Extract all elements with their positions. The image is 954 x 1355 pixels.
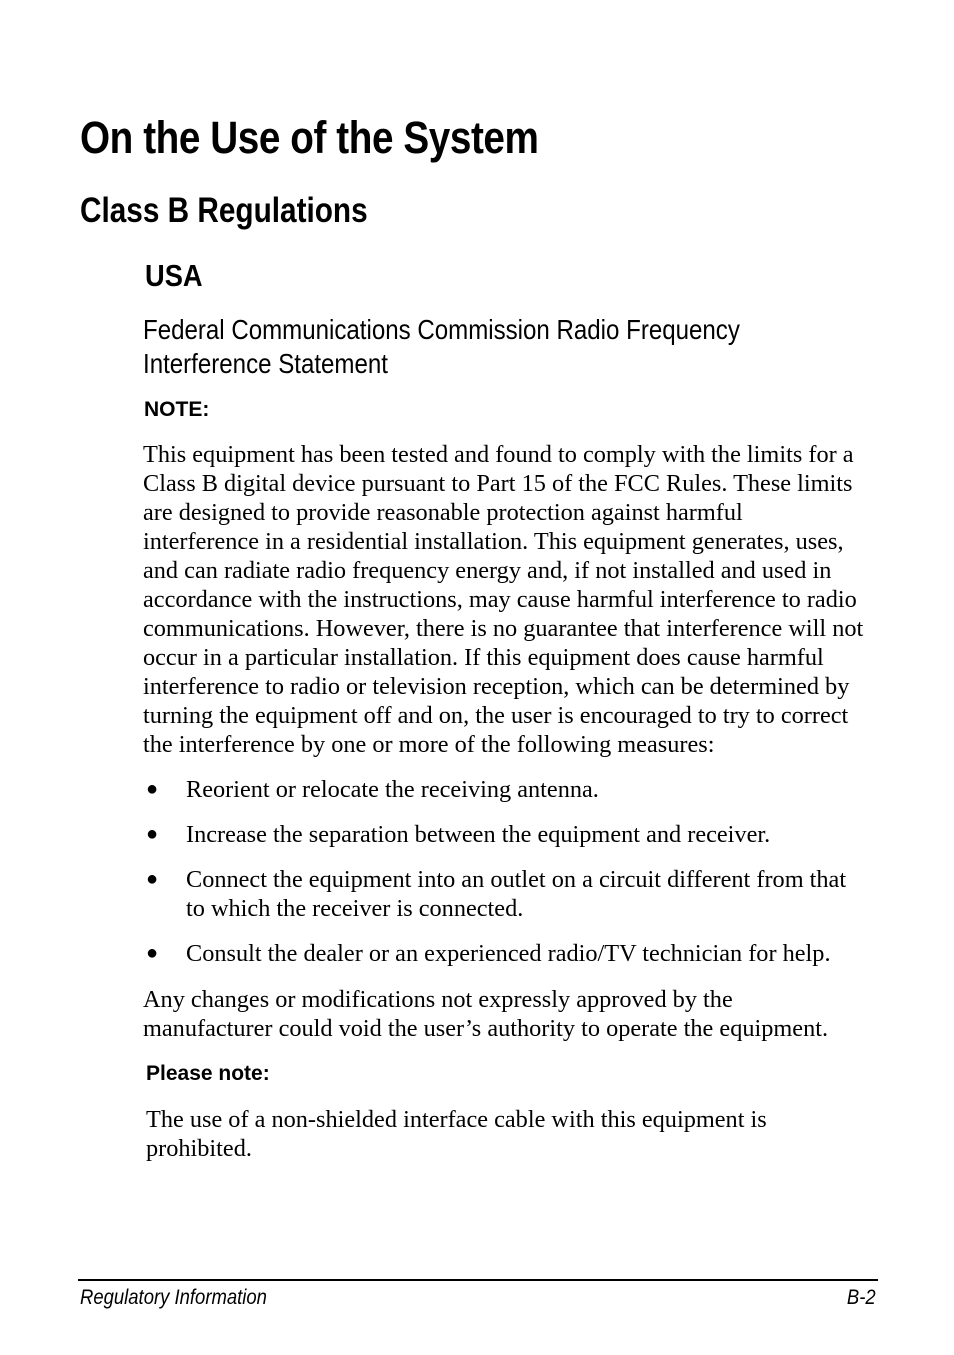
cable-paragraph — [146, 1105, 886, 1163]
paragraph-line: interference to radio or television reception, which can be determined by — [143, 673, 850, 700]
list-item — [143, 939, 883, 968]
bullet-icon: ● — [146, 778, 159, 800]
paragraph-line: prohibited. — [146, 1135, 252, 1162]
section-heading: Class B Regulations — [80, 191, 368, 230]
bullet-icon: ● — [146, 823, 159, 845]
paragraph-line: accordance with the instructions, may cause harmful interference to radio — [143, 586, 857, 613]
list-item-line: to which the receiver is connected. — [186, 895, 524, 922]
list-item-text — [186, 939, 883, 968]
list-item-text — [186, 775, 883, 804]
paragraph-line: The use of a non-shielded interface cable with this equipment is — [146, 1106, 767, 1133]
measures-list — [143, 775, 883, 984]
bullet-icon: ● — [146, 942, 159, 964]
please-note-label: Please note: — [146, 1062, 270, 1085]
paragraph-line: and can radiate radio frequency energy and, if not installed and used in — [143, 557, 832, 584]
list-item-line: Consult the dealer or an experienced radio/TV technician for help. — [186, 940, 831, 967]
paragraph-line: communications. However, there is no guarantee that interference will not — [143, 615, 864, 642]
page-number: B-2 — [847, 1286, 876, 1309]
paragraph-line: Any changes or modifications not expressly approved by the — [143, 986, 733, 1013]
paragraph-line: the interference by one or more of the following measures: — [143, 731, 715, 758]
paragraph-line: occur in a particular installation. If this equipment does cause harmful — [143, 644, 824, 671]
region-heading: USA — [145, 258, 203, 293]
paragraph-line: manufacturer could void the user’s authority to operate the equipment. — [143, 1015, 829, 1042]
paragraph-line: This equipment has been tested and found to comply with the limits for a — [143, 441, 854, 468]
paragraph-line: Class B digital device pursuant to Part 15 of the FCC Rules. These limits — [143, 470, 853, 497]
list-item-line: Increase the separation between the equipment and receiver. — [186, 821, 771, 848]
footer-section-name: Regulatory Information — [80, 1286, 267, 1309]
bullet-icon: ● — [146, 868, 159, 890]
list-item-line: Reorient or relocate the receiving antenna. — [186, 776, 599, 803]
subsection-heading-line: Federal Communications Commission Radio Frequency — [143, 314, 740, 345]
note-label: NOTE: — [144, 398, 210, 421]
page-title: On the Use of the System — [80, 112, 539, 163]
paragraph-line: are designed to provide reasonable protection against harmful — [143, 499, 743, 526]
list-item-text — [186, 820, 883, 849]
list-item-text — [186, 865, 883, 923]
modifications-paragraph — [143, 985, 883, 1043]
paragraph-line: interference in a residential installation. This equipment generates, uses, — [143, 528, 844, 555]
list-item — [143, 865, 883, 923]
list-item — [143, 820, 883, 849]
paragraph-line: turning the equipment off and on, the user is encouraged to try to correct — [143, 702, 849, 729]
footer-divider — [78, 1279, 878, 1281]
subsection-heading — [143, 313, 762, 381]
subsection-heading-line: Interference Statement — [143, 348, 388, 379]
list-item-line: Connect the equipment into an outlet on a circuit different from that — [186, 866, 847, 893]
list-item — [143, 775, 883, 804]
fcc-statement-paragraph — [143, 440, 883, 759]
